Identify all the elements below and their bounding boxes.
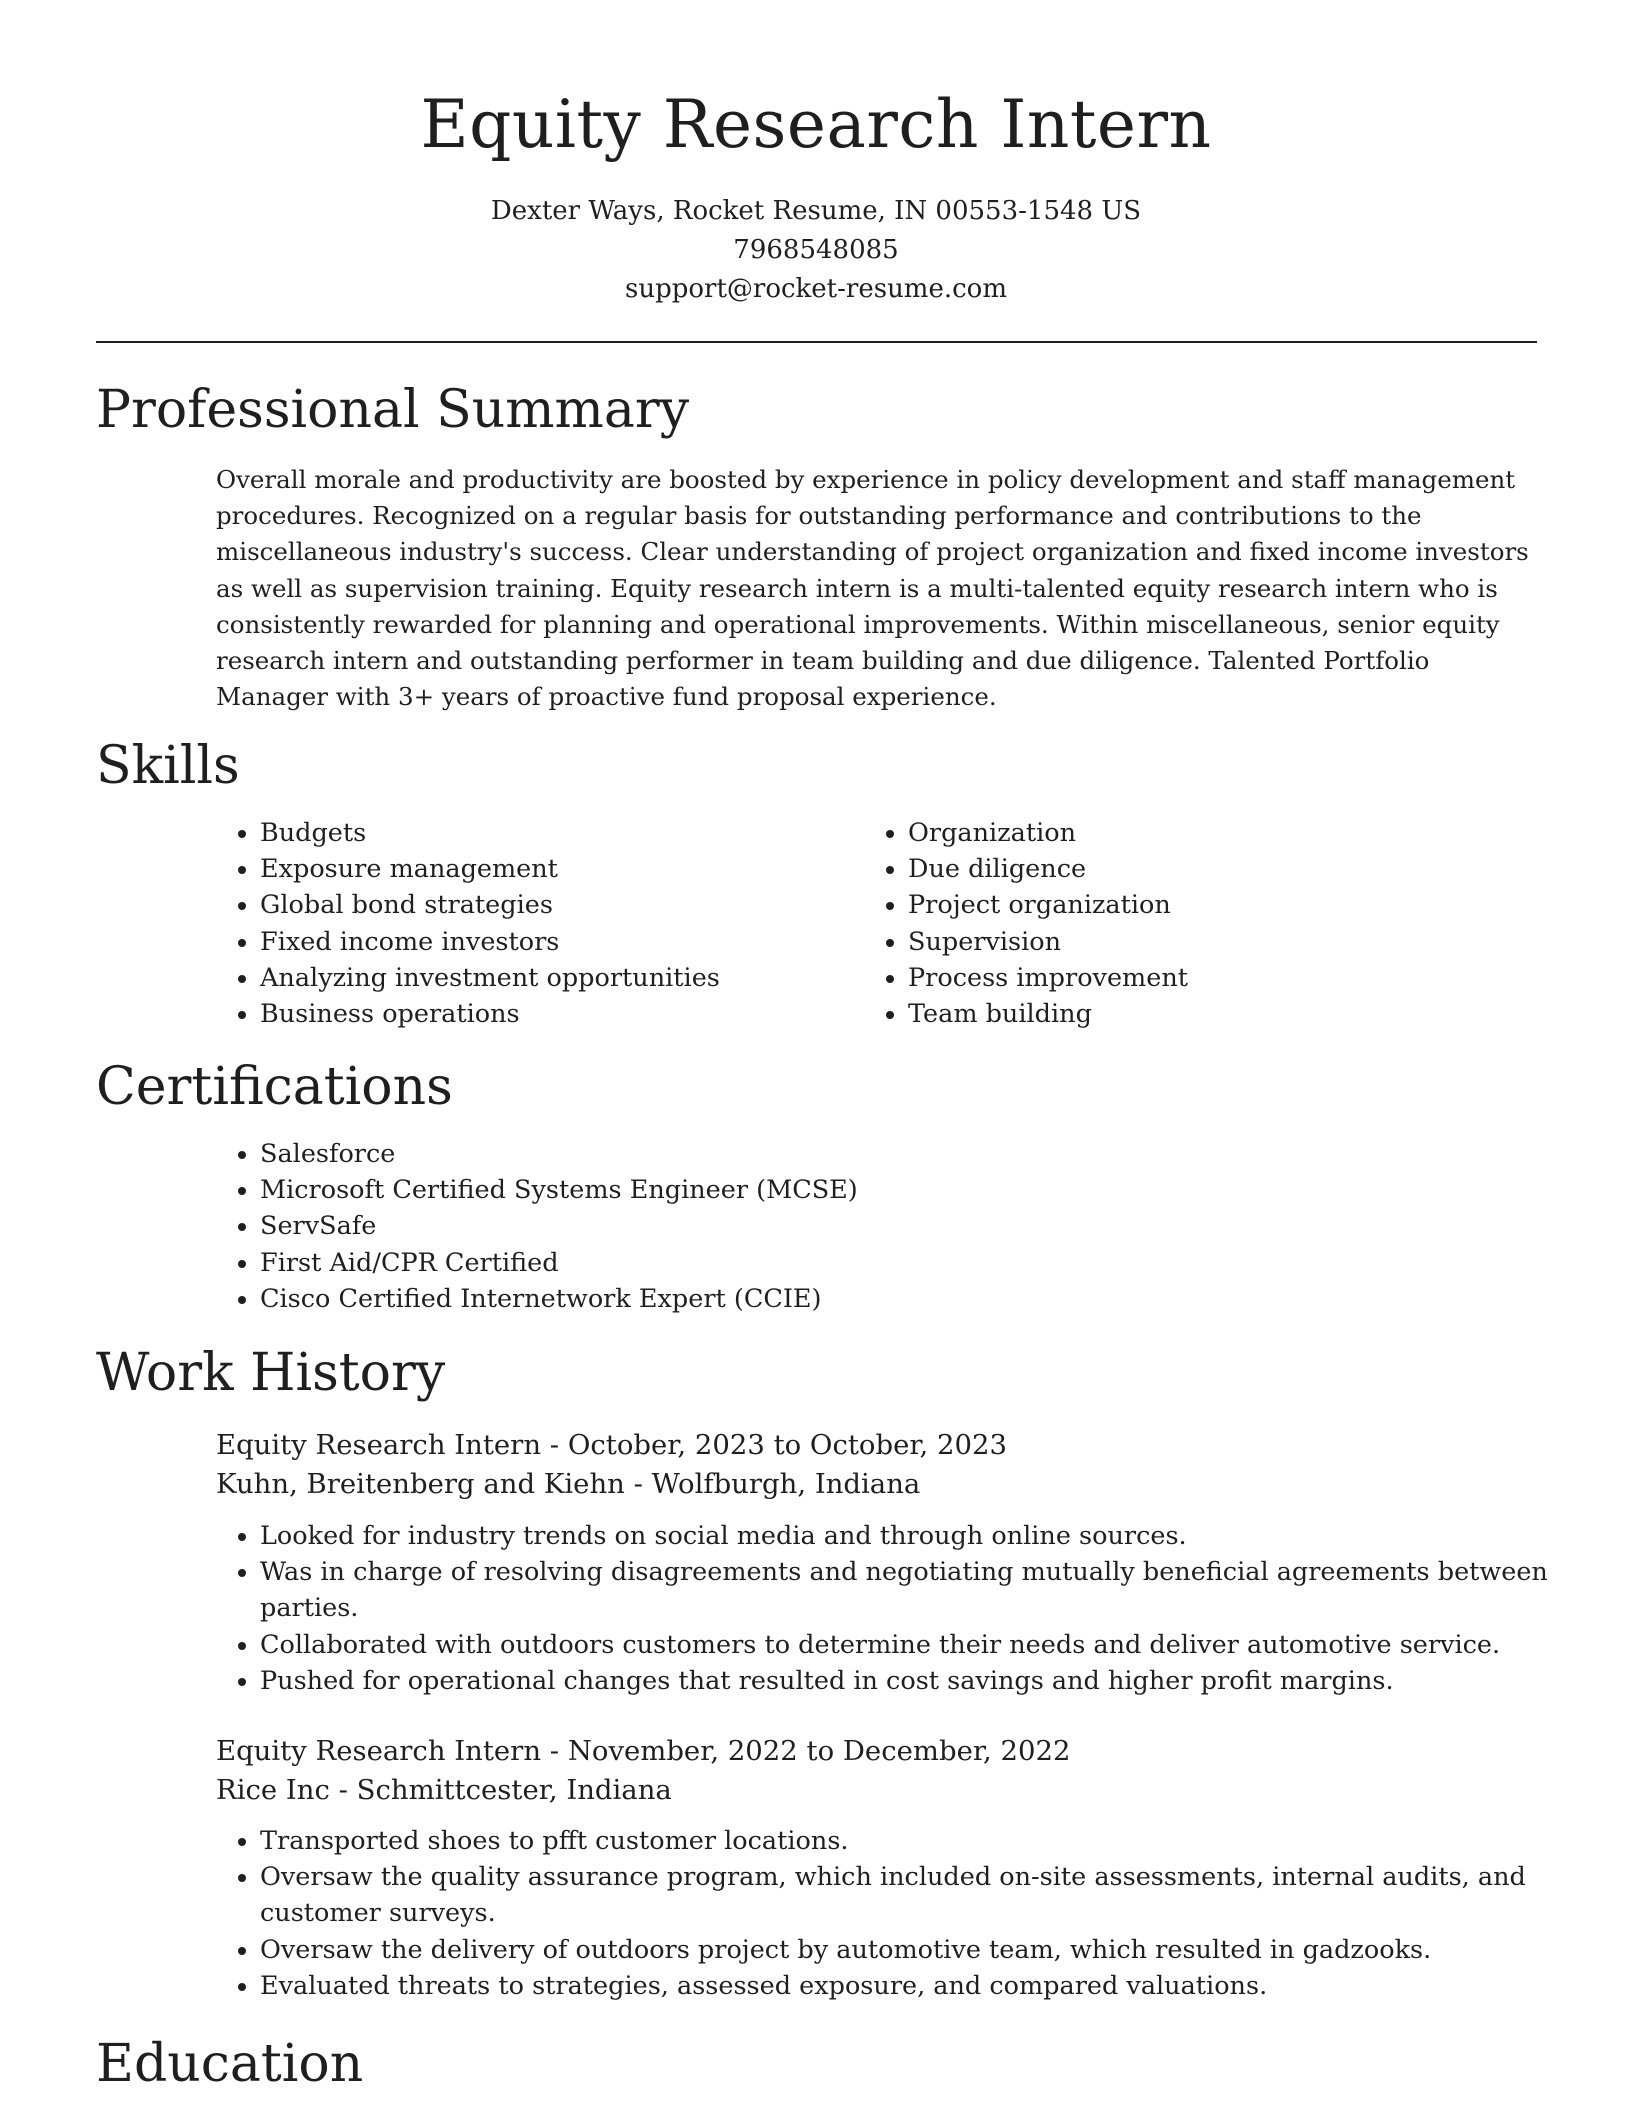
list-item: • Collaborated with outdoors customers to determine their needs and deliver automotive service.	[260, 1627, 1582, 1663]
list-item: • Oversaw the delivery of outdoors project by automotive team, which resulted in gadzooks.	[260, 1932, 1582, 1968]
list-item: • Budgets	[260, 815, 860, 851]
job-1-bullets	[216, 1518, 1582, 1699]
list-item: • Business operations	[260, 996, 860, 1032]
job-2-dates: - November, 2022 to December, 2022	[541, 1735, 1071, 1767]
list-item: • ServSafe	[260, 1208, 1580, 1244]
job-2-company-line	[216, 1771, 672, 1810]
list-item: • Pushed for operational changes that resulted in cost savings and higher profit margins.	[260, 1663, 1582, 1699]
certifications-list	[216, 1136, 1580, 1317]
skills-list-right	[864, 815, 1508, 1032]
list-item: • Microsoft Certified Systems Engineer (MCSE)	[260, 1172, 1580, 1208]
list-item: • Analyzing investment opportunities	[260, 960, 860, 996]
skills-list-left	[216, 815, 860, 1032]
contact-address: Dexter Ways, Rocket Resume, IN 00553-1548 US	[490, 196, 1142, 226]
job-1-company: Kuhn, Breitenberg and Kiehn	[216, 1468, 625, 1500]
list-item: • Transported shoes to pfft customer locations.	[260, 1823, 1582, 1859]
header-divider	[96, 341, 1537, 343]
job-1-title: Equity Research Intern	[216, 1429, 542, 1461]
list-item: • Due diligence	[908, 851, 1508, 887]
job-1-location: - Wolfburgh, Indiana	[624, 1468, 921, 1500]
list-item: • Fixed income investors	[260, 924, 860, 960]
resume-header	[0, 82, 1632, 309]
job-1-dates: - October, 2023 to October, 2023	[541, 1429, 1007, 1461]
summary-heading: Professional Summary	[96, 380, 690, 440]
resume-title: Equity Research Intern	[420, 86, 1212, 163]
list-item: • Salesforce	[260, 1136, 1580, 1172]
contact-email: support@rocket-resume.com	[624, 274, 1007, 304]
list-item: • Team building	[908, 996, 1508, 1032]
list-item: • First Aid/CPR Certified	[260, 1245, 1580, 1281]
list-item: • Was in charge of resolving disagreements and negotiating mutually beneficial agreements between parties.	[260, 1554, 1582, 1626]
job-2-location: - Schmittcester, Indiana	[329, 1774, 672, 1806]
list-item: • Looked for industry trends on social media and through online sources.	[260, 1518, 1582, 1554]
list-item: • Supervision	[908, 924, 1508, 960]
list-item: • Evaluated threats to strategies, assessed exposure, and compared valuations.	[260, 1968, 1582, 2004]
list-item: • Cisco Certified Internetwork Expert (CCIE)	[260, 1281, 1580, 1317]
skills-heading: Skills	[96, 736, 240, 796]
contact-phone: 7968548085	[733, 235, 899, 265]
contact-info	[0, 192, 1632, 309]
work-history-heading: Work History	[96, 1343, 446, 1403]
list-item: • Exposure management	[260, 851, 860, 887]
list-item: • Oversaw the quality assurance program, which included on-site assessments, internal audits, and customer surveys.	[260, 1859, 1582, 1931]
job-1-title-line	[216, 1426, 1007, 1465]
job-2-bullets	[216, 1823, 1582, 2004]
job-1-company-line	[216, 1465, 920, 1504]
list-item: • Project organization	[908, 887, 1508, 923]
list-item: • Global bond strategies	[260, 887, 860, 923]
list-item: • Organization	[908, 815, 1508, 851]
job-2-title: Equity Research Intern	[216, 1735, 542, 1767]
education-heading: Education	[96, 2034, 364, 2094]
job-2-company: Rice Inc	[216, 1774, 330, 1806]
job-2-title-line	[216, 1732, 1070, 1771]
list-item: • Process improvement	[908, 960, 1508, 996]
summary-text: Overall morale and productivity are boosted by experience in policy development and staff management procedures. Recognized on a regular basis for outstanding performance and contributions to the miscellaneous industry's success. Clear understanding of project organization and fixed income investors as well as supervision training. Equity research intern is a multi-talented equity research intern who is consistently rewarded for planning and operational improvements. Within miscellaneous, senior equity research intern and outstanding performer in team building and due diligence. Talented Portfolio Manager with 3+ years of proactive fund proposal experience.	[216, 465, 1529, 712]
certifications-heading: Certifications	[96, 1057, 453, 1117]
